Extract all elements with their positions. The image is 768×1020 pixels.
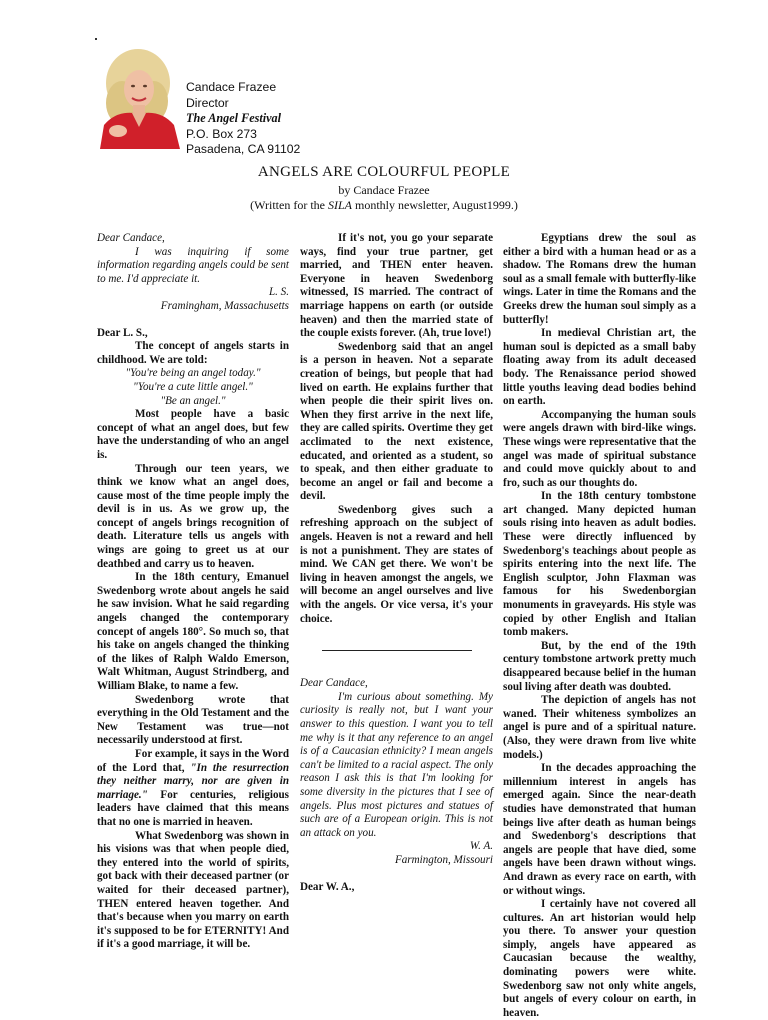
column-2: [300, 232, 493, 894]
reply2-p1: Egyptians drew the soul as either a bird with a human head or as a shadow. The Romans drew the human soul as a small female with butterfly-like wings. Later in time the Romans and the Greeks drew the human soul simply as a butterfly!: [503, 232, 696, 326]
reply1-quote-2: "You're a cute little angel.": [133, 380, 253, 393]
letter2-place: Farmington, Missouri: [394, 853, 493, 866]
reply1-salutation: Dear L. S.,: [97, 326, 148, 339]
contact-block: [186, 80, 300, 158]
reply1-p7: What Swedenborg was shown in his visions was that when people died, they entered into the world of spirits, got back with their deceased partner (or waited for their deceased partner), THEN entered heaven together. And that's because when you marry on earth it's supposed to be for ETERNITY! And if it's a good marriage, it will be.: [97, 829, 289, 951]
reply2-salutation: Dear W. A.,: [300, 880, 355, 893]
reply1-p6: [97, 748, 289, 830]
letter1-place: Framingham, Massachusetts: [160, 299, 289, 312]
written-pre: (Written for the: [250, 198, 328, 212]
contact-po-box: P.O. Box 273: [186, 126, 257, 141]
reply1-quote-1: "You're being an angel today.": [125, 367, 261, 380]
written-publication: SILA: [327, 198, 352, 212]
reply1-p6-b: For centuries, religious leaders have claimed that this means that no one is married in heaven.: [97, 788, 289, 828]
article-byline: by Candace Frazee: [338, 183, 430, 197]
reply1-p8: If it's not, you go your separate ways, find your true partner, get married, and THEN enter heaven. Everyone in heaven Swedenborg witnessed, IS married. The contract of marriage happens on earth (or outside heaven) and then the married state of the couple exists forever. (Ah, true love!): [300, 232, 493, 340]
reply2-p4: In the 18th century tombstone art changed. Many depicted human souls rising into heaven as adult bodies. These were directly influenced by Swedenborg's teachings about people as spirits entering into the next life. The English sculptor, John Flaxman was famous for his Swedenborgian monuments in graveyards. His style was copied by other English and Italian tomb makers.: [503, 490, 696, 639]
reply1-p10: Swedenborg gives such a refreshing approach on the subject of angels. Heaven is not a reward and hell is not a punishment. They are states of mind. We CAN get there. We won't be living in heaven amongst the angels, we will become an angel ourselves and live with the angels. Or vice versa, it's your choice.: [300, 503, 493, 625]
letter2-salutation: Dear Candace,: [300, 677, 368, 690]
reply1-p4: In the 18th century, Emanuel Swedenborg wrote about angels he said he saw invision. What he said regarding angels changed the contemporary concept of angels 180°. So much so, that his take on angels changed the thinking of the likes of Ralph Waldo Emerson, Walt Whitman, August Strindberg, and William Blake, to name a few.: [97, 571, 289, 692]
reply2-p5: But, by the end of the 19th century tombstone artwork pretty much disappeared because belief in the human soul living after death was doubted.: [503, 639, 696, 693]
column-3: [503, 232, 696, 1020]
section-divider: [322, 650, 472, 651]
column-1: [97, 232, 289, 952]
reply1-p3: Through our teen years, we think we know what an angel does, cause most of the time people imply the devil is in us. As we grow up, the concept of angels brings recognition of death. Literature tells us angels with wings are going to greet us at our deathbed and carry us to heaven.: [97, 462, 289, 570]
letter2-body: I'm curious about something. My curiosity is really not, but I want your answer to this question. I want you to tell me why is it that any reference to an angel is of a Caucasian ethnicity? I mean angels can't be limited to a racial aspect. The only reason I ask this is that I'm looking for some diversity in the pictures that I see of angels. Plus most pictures and statues of such are of a European origin. This is not an attack on you.: [300, 690, 493, 839]
reply1-p6-quote: "In the resurrection they neither marry, nor are given in marriage.": [97, 761, 289, 801]
reply2-p3: Accompanying the human souls were angels drawn with bird-like wings. These wings were representative that the angel was made of spiritual substance and could move quickly about to and fro, such as our thoughts do.: [503, 408, 696, 489]
reply2-p2: In medieval Christian art, the human soul is depicted as a small baby floating away from its adult deceased body. The Renaissance period showed little youths leaving dead bodies behind on earth.: [503, 327, 696, 408]
reply1-p1: The concept of angels starts in childhood. We are told:: [97, 340, 289, 366]
reply1-p5: Swedenborg wrote that everything in the Old Testament and the New Testament was true—not necessarily understood at first.: [97, 693, 289, 747]
reply1-p9: Swedenborg said that an angel is a person in heaven. Not a separate creation of beings, but people that had lived on earth. He explains further that when people die their spirit lives on. When they first arrive in the next life, they are called spirits. Overtime they get acclimated to the next existence, educated, and oriented as a student, so to speak, and then either graduate to become an angel or fail and become a devil.: [300, 340, 493, 503]
contact-role: Director: [186, 95, 229, 110]
contact-city: Pasadena, CA 91102: [186, 142, 301, 156]
reply2-p6: The depiction of angels has not waned. Their whiteness symbolizes an angel is pure and of a spiritual nature. (Also, they were drawn from live white models.): [503, 694, 696, 761]
written-post: monthly newsletter, August1999.): [351, 198, 518, 212]
reply1-quote-3: "Be an angel.": [160, 394, 226, 407]
article-title: ANGELS ARE COLOURFUL PEOPLE: [257, 164, 511, 180]
letter1-salutation: Dear Candace,: [97, 232, 165, 244]
article-written-for: [0, 198, 768, 213]
reply2-p8: I certainly have not covered all cultures. An art historian would help you there. To answer your question simply, angels have appeared as Caucasian because the wealthy, dominating powers were white. Swedenborg saw not only white angels, but angels of every colour on earth, in heaven.: [503, 898, 696, 1019]
author-photo: [96, 45, 182, 149]
letter1-body: I was inquiring if some information regarding angels could be sent to me. I'd appreciate it.: [97, 245, 289, 285]
letter1-initials: L. S.: [268, 286, 289, 299]
reply1-p2: Most people have a basic concept of what an angel does, but few have the understanding of who an angel is.: [97, 408, 289, 461]
reply1-p6-a: For example, it says in the Word of the Lord that,: [97, 747, 289, 774]
contact-org: The Angel Festival: [186, 111, 282, 125]
reply2-p7: In the decades approaching the millennium interest in angels has emerged again. Since the near-death studies have demonstrated that human beings live after death as human beings and Swedenborg's descriptions that angels are people that have died, some angels have been drawn without wings. And drawn as every race on earth, with or without wings.: [503, 762, 696, 897]
letter2-initials: W. A.: [469, 840, 493, 853]
stray-dot: [95, 38, 97, 40]
contact-name: Candace Frazee: [186, 80, 277, 94]
